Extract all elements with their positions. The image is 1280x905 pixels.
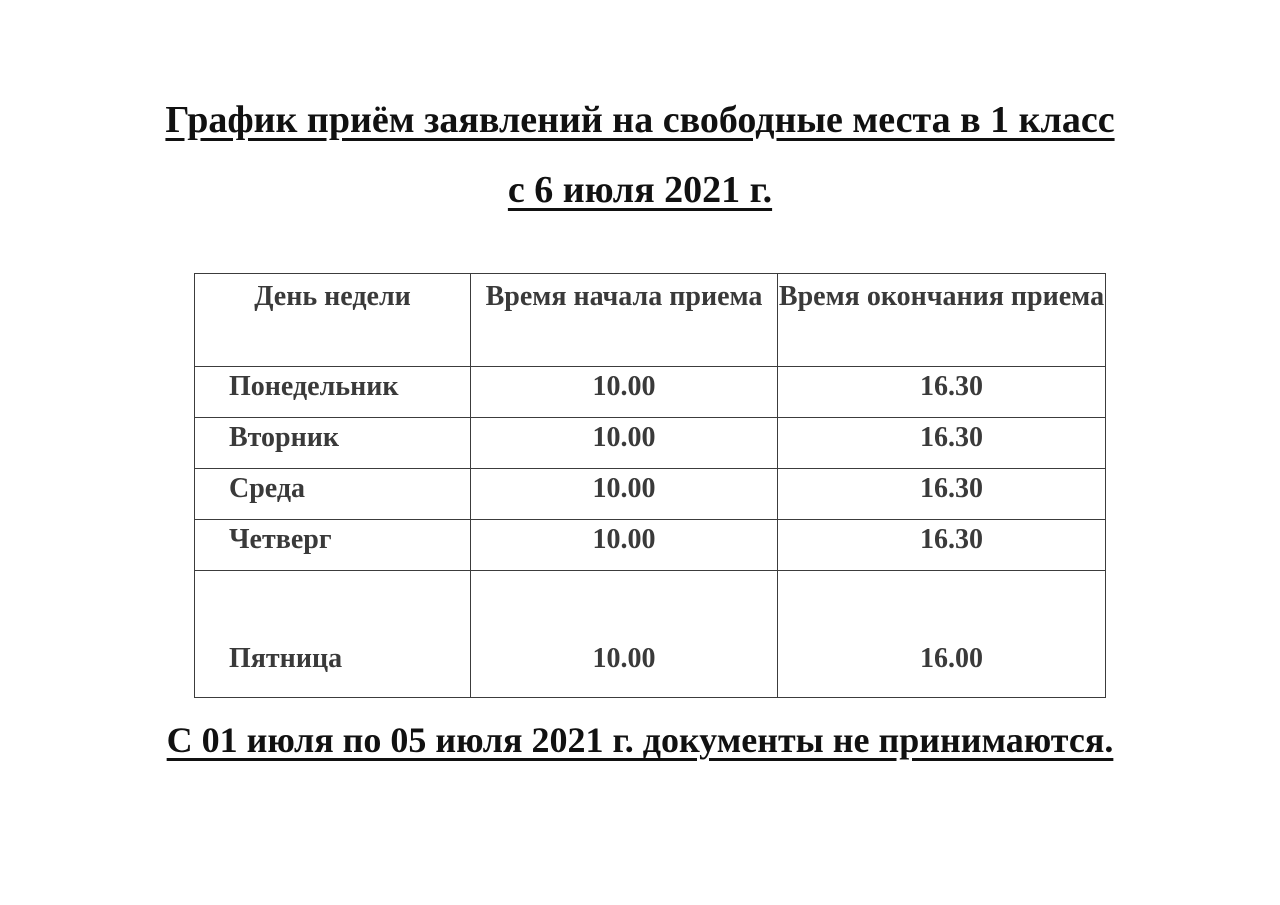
end-time-cell: 16.00	[778, 571, 1106, 698]
document-subtitle-text: с 6 июля 2021 г.	[507, 169, 773, 211]
day-cell: Понедельник	[195, 367, 471, 418]
day-cell: Вторник	[195, 418, 471, 469]
header-day-of-week: День недели	[195, 274, 471, 367]
start-time-cell: 10.00	[471, 571, 778, 698]
closure-note-text: С 01 июля по 05 июля 2021 г. документы не принимаются.	[166, 720, 1114, 760]
end-time-cell: 16.30	[778, 418, 1106, 469]
document-title	[0, 98, 1280, 142]
day-cell: Пятница	[195, 571, 471, 698]
table-row	[195, 418, 1106, 469]
schedule-table	[194, 273, 1106, 698]
start-time-cell: 10.00	[471, 367, 778, 418]
table-row	[195, 520, 1106, 571]
end-time-cell: 16.30	[778, 469, 1106, 520]
document-title-text: График приём заявлений на свободные места в 1 класс	[165, 99, 1115, 141]
end-time-cell: 16.30	[778, 520, 1106, 571]
table-row	[195, 571, 1106, 698]
day-cell: Среда	[195, 469, 471, 520]
day-cell: Четверг	[195, 520, 471, 571]
closure-note	[0, 718, 1280, 762]
table-row	[195, 367, 1106, 418]
start-time-cell: 10.00	[471, 418, 778, 469]
header-start-time: Время начала приема	[471, 274, 778, 367]
end-time-cell: 16.30	[778, 367, 1106, 418]
table-row	[195, 469, 1106, 520]
start-time-cell: 10.00	[471, 469, 778, 520]
document-subtitle-date	[0, 168, 1280, 212]
table-header-row	[195, 274, 1106, 367]
header-end-time: Время окончания приема	[778, 274, 1106, 367]
start-time-cell: 10.00	[471, 520, 778, 571]
